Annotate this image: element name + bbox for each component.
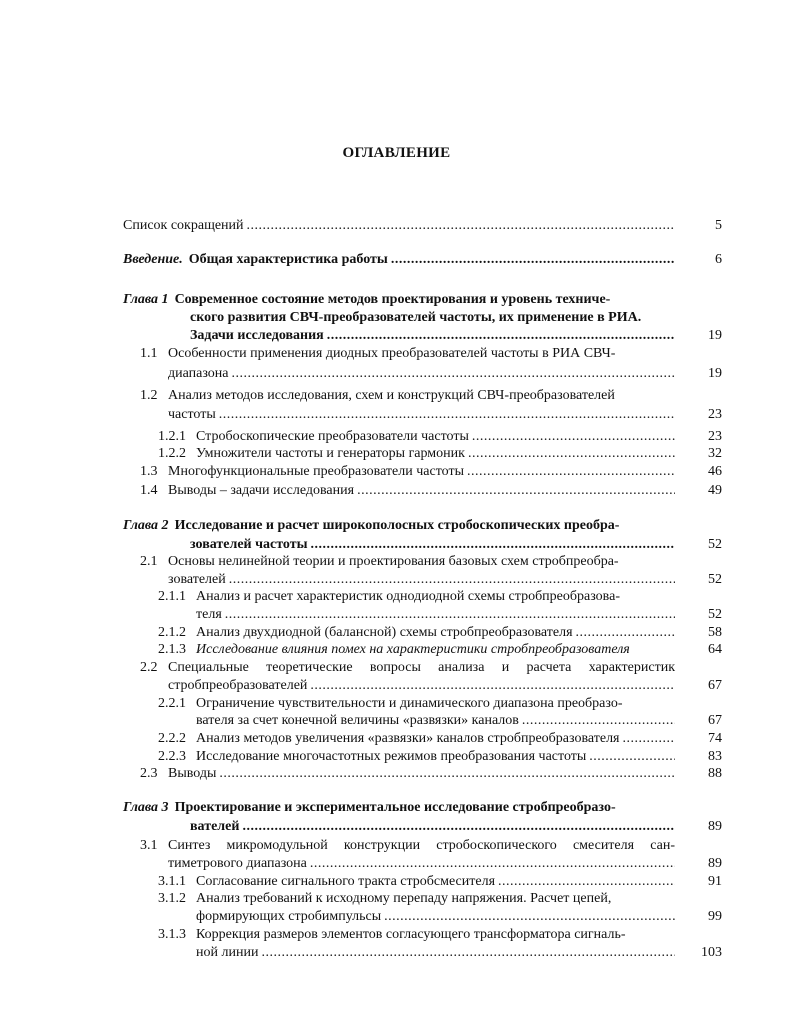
page-number: 88 (708, 766, 722, 781)
section-number: 2.2.3 (158, 749, 186, 764)
toc-line (123, 291, 675, 309)
page-number: 83 (708, 749, 722, 764)
section-title: Задачи исследования (190, 328, 324, 343)
page-number: 74 (708, 731, 722, 746)
toc-line (140, 345, 675, 363)
page-number: 23 (708, 407, 722, 422)
section-title: вателя за счет конечной величины «развязки» каналов (196, 713, 519, 728)
toc-line (158, 588, 675, 606)
chapter-label: Глава 3 (123, 800, 169, 815)
section-number: 2.3 (140, 766, 158, 781)
section-title: Выводы – задачи исследования (168, 483, 355, 498)
page-number: 52 (708, 572, 722, 587)
section-title: тиметрового диапазона (168, 856, 307, 871)
section-number: 1.3 (140, 464, 158, 479)
section-title: Анализ двухдиодной (балансной) схемы стробпреобразователя (196, 625, 573, 640)
toc-line (140, 659, 675, 677)
section-title: зователей частоты (190, 537, 308, 552)
page-title: ОГЛАВЛЕНИЕ (342, 145, 451, 161)
section-title: Общая характеристика работы (188, 252, 388, 267)
page-number: 52 (708, 537, 722, 552)
dot-leader (357, 482, 675, 500)
toc-line (158, 730, 675, 748)
section-number: 2.2.1 (158, 696, 186, 711)
section-title: зователей (168, 572, 226, 587)
section-title: Коррекция размеров элементов согласующего трансформатора сигналь- (196, 927, 626, 942)
dot-leader (261, 944, 675, 962)
dot-leader (225, 606, 675, 624)
dot-leader (589, 748, 675, 766)
section-title: Анализ и расчет характеристик однодиодной схемы стробпреобразова- (196, 589, 620, 604)
page-number: 89 (708, 819, 722, 834)
section-number: 2.1.3 (158, 642, 186, 657)
dot-leader (242, 818, 675, 836)
section-title: Современное состояние методов проектирования и уровень техниче- (174, 292, 611, 307)
page-number: 89 (708, 856, 722, 871)
toc-line (140, 387, 675, 405)
page-number: 49 (708, 483, 722, 498)
page-number: 64 (708, 642, 722, 657)
dot-leader (391, 251, 675, 269)
toc-line (140, 482, 675, 500)
section-title: Умножители частоты и генераторы гармоник (196, 446, 465, 461)
dot-leader (310, 855, 675, 873)
toc-line (123, 517, 675, 535)
toc-line (140, 837, 675, 855)
page-number: 67 (708, 713, 722, 728)
dot-leader (467, 463, 675, 481)
dot-leader (232, 365, 675, 383)
section-title: Многофункциональные преобразователи частоты (168, 464, 464, 479)
page-number: 46 (708, 464, 722, 479)
dot-leader (247, 217, 675, 235)
section-title: формирующих стробимпульсы (196, 909, 382, 924)
section-number: 2.1 (140, 554, 158, 569)
section-number: 1.1 (140, 346, 158, 361)
section-title: Выводы (168, 766, 217, 781)
toc-line (158, 890, 675, 908)
toc-line (190, 327, 675, 345)
toc-line (140, 765, 675, 783)
toc-line (168, 855, 675, 873)
dot-leader (623, 730, 676, 748)
section-title: Согласование сигнального тракта стробсмесителя (196, 874, 496, 889)
section-title: Исследование влияния помех на характеристики стробпреобразователя (196, 642, 630, 657)
toc-line (158, 926, 675, 944)
page-number: 32 (708, 446, 722, 461)
chapter-label: Введение. (123, 252, 183, 267)
page-number: 52 (708, 607, 722, 622)
toc-line (158, 445, 675, 463)
chapter-label: Глава 1 (123, 292, 169, 307)
page-number: 6 (715, 252, 722, 267)
page-number: 58 (708, 625, 722, 640)
toc-line (123, 799, 675, 817)
toc-line (158, 873, 675, 891)
page-number: 91 (708, 874, 722, 889)
page-number: 23 (708, 429, 722, 444)
toc-line (196, 606, 675, 624)
page-number: 67 (708, 678, 722, 693)
dot-leader (468, 445, 675, 463)
section-title: теля (196, 607, 222, 622)
section-title: Стробоскопические преобразователи частоты (196, 429, 469, 444)
section-title: Особенности применения диодных преобразователей частоты в РИА СВЧ- (168, 346, 616, 361)
section-number: 3.1.3 (158, 927, 186, 942)
section-title: Проектирование и экспериментальное исследование стробпреобразо- (174, 800, 616, 815)
toc-line (158, 641, 675, 659)
section-title: ной линии (196, 945, 259, 960)
page-number: 19 (708, 328, 722, 343)
section-number: 2.2 (140, 660, 158, 675)
dot-leader (472, 428, 675, 446)
page-number: 5 (715, 218, 722, 233)
section-number: 3.1 (140, 838, 158, 853)
toc-line (158, 624, 675, 642)
section-title: ского развития СВЧ-преобразователей частоты, их применение в РИА. (190, 310, 642, 325)
section-number: 2.1.2 (158, 625, 186, 640)
toc-line (158, 428, 675, 446)
dot-leader (498, 873, 675, 891)
section-number: 2.1.1 (158, 589, 186, 604)
toc-line (168, 365, 675, 383)
dot-leader (219, 406, 675, 424)
section-title: Синтез микромодульной конструкции стробоскопического смесителя сан- (168, 838, 675, 853)
section-title: Исследование многочастотных режимов преобразования частоты (196, 749, 587, 764)
dot-leader (327, 327, 675, 345)
toc-line (196, 908, 675, 926)
toc-line (123, 217, 675, 235)
toc-line (196, 712, 675, 730)
toc-line (123, 251, 675, 269)
section-title: Ограничение чувствительности и динамического диапазона преобразо- (196, 696, 623, 711)
section-title: Список сокращений (123, 218, 244, 233)
section-title: Анализ требований к исходному перепаду напряжения. Расчет цепей, (196, 891, 612, 906)
section-title: частоты (168, 407, 216, 422)
section-number: 2.2.2 (158, 731, 186, 746)
page-number: 103 (701, 945, 722, 960)
dot-leader (576, 624, 675, 642)
toc-line (168, 571, 675, 589)
section-number: 1.4 (140, 483, 158, 498)
section-number: 3.1.1 (158, 874, 186, 889)
dot-leader (219, 765, 675, 783)
page-number: 99 (708, 909, 722, 924)
section-title: вателей (190, 819, 240, 834)
section-title: стробпреобразователей (168, 678, 308, 693)
section-title: Специальные теоретические вопросы анализа и расчета характеристик (168, 660, 675, 675)
section-title: Основы нелинейной теории и проектирования базовых схем стробпреобра- (168, 554, 619, 569)
dot-leader (311, 536, 675, 554)
dot-leader (310, 677, 675, 695)
section-title: Исследование и расчет широкополосных стробоскопических преобра- (174, 518, 620, 533)
toc-line (168, 406, 675, 424)
dot-leader (522, 712, 675, 730)
toc-line (140, 553, 675, 571)
section-number: 1.2 (140, 388, 158, 403)
section-title: Анализ методов исследования, схем и конструкций СВЧ-преобразователей (168, 388, 615, 403)
section-number: 1.2.2 (158, 446, 186, 461)
dot-leader (229, 571, 675, 589)
toc-line (190, 818, 675, 836)
toc-line (158, 695, 675, 713)
section-number: 3.1.2 (158, 891, 186, 906)
chapter-label: Глава 2 (123, 518, 169, 533)
section-title: диапазона (168, 366, 229, 381)
toc-line (190, 536, 675, 554)
section-title: Анализ методов увеличения «развязки» каналов стробпреобразователя (196, 731, 620, 746)
toc-line (140, 463, 675, 481)
toc-line (190, 309, 675, 327)
section-number: 1.2.1 (158, 429, 186, 444)
toc-line (196, 944, 675, 962)
toc-line (168, 677, 675, 695)
dot-leader (384, 908, 675, 926)
toc-line (158, 748, 675, 766)
page-number: 19 (708, 366, 722, 381)
